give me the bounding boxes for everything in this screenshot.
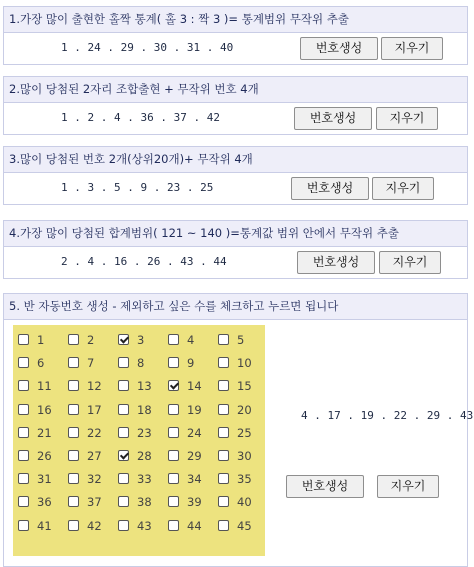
section-1-numbers: 1 . 24 . 29 . 30 . 31 . 40: [61, 41, 234, 54]
number-option-13[interactable]: [113, 377, 163, 397]
number-label-19: 19: [187, 402, 202, 417]
number-label-18: 18: [137, 402, 152, 417]
number-option-12[interactable]: [63, 377, 113, 397]
section-2-panel: [3, 76, 468, 135]
number-option-21[interactable]: [13, 424, 63, 444]
number-option-28[interactable]: [113, 447, 163, 467]
section-5-panel: [3, 293, 474, 567]
number-option-31[interactable]: [13, 470, 63, 490]
number-checkbox-6[interactable]: [18, 357, 29, 368]
number-option-22[interactable]: [63, 424, 113, 444]
number-label-12: 12: [87, 379, 102, 394]
number-checkbox-39[interactable]: [168, 496, 179, 507]
number-checkbox-16[interactable]: [18, 404, 29, 415]
number-label-13: 13: [137, 379, 152, 394]
number-label-23: 23: [137, 425, 152, 440]
section-2-generate-button[interactable]: 번호생성: [294, 107, 372, 130]
number-label-3: 3: [137, 333, 145, 347]
number-option-24[interactable]: [163, 424, 213, 444]
number-checkbox-33[interactable]: [118, 473, 129, 484]
number-checkbox-3[interactable]: [118, 334, 129, 345]
number-option-23[interactable]: [113, 424, 163, 444]
section-3-title: 3.많이 당첨된 번호 2개(상위20개)+ 무작위 4개: [4, 147, 467, 173]
number-label-24: 24: [187, 425, 202, 440]
number-label-40: 40: [237, 495, 252, 510]
number-checkbox-grid: [13, 325, 265, 556]
number-checkbox-45[interactable]: [218, 520, 229, 531]
section-5-title: 5. 반 자동번호 생성 - 제외하고 싶은 수를 체크하고 누르면 됩니다: [4, 294, 467, 320]
number-checkbox-13[interactable]: [118, 380, 129, 391]
number-label-11: 11: [37, 379, 52, 394]
number-label-26: 26: [37, 449, 52, 463]
number-checkbox-44[interactable]: [168, 520, 179, 531]
number-option-32[interactable]: [63, 470, 113, 490]
section-4-title: 4.가장 많이 당첨된 합계범위( 121 ~ 140 )=통계값 범위 안에서 무작위 추출: [4, 221, 467, 247]
number-label-25: 25: [237, 425, 252, 440]
number-option-44[interactable]: [163, 517, 213, 537]
number-label-27: 27: [87, 449, 102, 463]
number-checkbox-18[interactable]: [118, 404, 129, 415]
number-checkbox-20[interactable]: [218, 404, 229, 415]
number-checkbox-27[interactable]: [68, 450, 79, 461]
number-checkbox-5[interactable]: [218, 334, 229, 345]
section-4-numbers: 2 . 4 . 16 . 26 . 43 . 44: [61, 255, 227, 268]
number-checkbox-28[interactable]: [118, 450, 129, 461]
number-label-34: 34: [187, 472, 202, 487]
number-label-5: 5: [237, 333, 245, 347]
number-checkbox-10[interactable]: [218, 357, 229, 368]
number-label-14: 14: [187, 379, 202, 394]
number-checkbox-8[interactable]: [118, 357, 129, 368]
section-1-panel: [3, 6, 468, 65]
section-3-clear-button[interactable]: 지우기: [372, 177, 434, 200]
number-label-1: 1: [37, 333, 45, 347]
number-label-37: 37: [87, 495, 102, 510]
number-label-10: 10: [237, 356, 252, 371]
number-checkbox-42[interactable]: [68, 520, 79, 531]
number-option-35[interactable]: [213, 470, 263, 490]
number-option-39[interactable]: [163, 493, 213, 513]
number-label-32: 32: [87, 472, 102, 487]
number-label-15: 15: [237, 379, 252, 394]
number-option-6[interactable]: [13, 354, 63, 374]
number-checkbox-37[interactable]: [68, 496, 79, 507]
number-checkbox-7[interactable]: [68, 357, 79, 368]
section-4-panel: [3, 220, 468, 279]
section-5-numbers: 4 . 17 . 19 . 22 . 29 . 43: [301, 409, 474, 422]
section-3-panel: [3, 146, 468, 205]
number-checkbox-11[interactable]: [18, 380, 29, 391]
number-checkbox-40[interactable]: [218, 496, 229, 507]
number-option-15[interactable]: [213, 377, 263, 397]
number-checkbox-12[interactable]: [68, 380, 79, 391]
section-3-generate-button[interactable]: 번호생성: [291, 177, 369, 200]
number-label-29: 29: [187, 449, 202, 463]
number-label-30: 30: [237, 449, 252, 463]
number-label-38: 38: [137, 495, 152, 510]
number-checkbox-31[interactable]: [18, 473, 29, 484]
number-checkbox-1[interactable]: [18, 334, 29, 345]
number-label-44: 44: [187, 518, 202, 533]
section-2-title: 2.많이 당첨된 2자리 조합출현 + 무작위 번호 4개: [4, 77, 467, 103]
number-label-41: 41: [37, 518, 52, 533]
section-1-clear-button[interactable]: 지우기: [381, 37, 443, 60]
section-5-clear-button[interactable]: 지우기: [377, 475, 439, 498]
number-label-35: 35: [237, 472, 252, 487]
number-checkbox-9[interactable]: [168, 357, 179, 368]
number-option-41[interactable]: [13, 517, 63, 537]
number-checkbox-26[interactable]: [18, 450, 29, 461]
number-label-21: 21: [37, 425, 52, 440]
number-checkbox-38[interactable]: [118, 496, 129, 507]
number-checkbox-22[interactable]: [68, 427, 79, 438]
number-option-8[interactable]: [113, 354, 163, 374]
number-label-22: 22: [87, 425, 102, 440]
number-label-17: 17: [87, 402, 102, 417]
number-checkbox-25[interactable]: [218, 427, 229, 438]
number-option-37[interactable]: [63, 493, 113, 513]
section-1-generate-button[interactable]: 번호생성: [300, 37, 378, 60]
number-option-42[interactable]: [63, 517, 113, 537]
number-label-45: 45: [237, 518, 252, 533]
number-label-42: 42: [87, 518, 102, 533]
number-checkbox-15[interactable]: [218, 380, 229, 391]
number-checkbox-36[interactable]: [18, 496, 29, 507]
section-2-clear-button[interactable]: 지우기: [376, 107, 438, 130]
number-option-18[interactable]: [113, 401, 163, 421]
number-option-30[interactable]: [213, 447, 263, 467]
number-option-17[interactable]: [63, 401, 113, 421]
number-label-4: 4: [187, 333, 195, 347]
number-label-33: 33: [137, 472, 152, 487]
number-option-3[interactable]: [113, 331, 163, 351]
section-2-numbers: 1 . 2 . 4 . 36 . 37 . 42: [61, 111, 220, 124]
number-option-34[interactable]: [163, 470, 213, 490]
number-checkbox-21[interactable]: [18, 427, 29, 438]
number-checkbox-4[interactable]: [168, 334, 179, 345]
number-option-45[interactable]: [213, 517, 263, 537]
section-4-clear-button[interactable]: 지우기: [379, 251, 441, 274]
number-option-25[interactable]: [213, 424, 263, 444]
number-option-20[interactable]: [213, 401, 263, 421]
number-label-8: 8: [137, 356, 145, 371]
section-1-title: 1.가장 많이 출현한 홀짝 통계( 홀 3 : 짝 3 )= 통계범위 무작위 추출: [4, 7, 467, 33]
number-option-14[interactable]: [163, 377, 213, 397]
number-label-31: 31: [37, 472, 52, 487]
number-checkbox-17[interactable]: [68, 404, 79, 415]
number-option-33[interactable]: [113, 470, 163, 490]
number-option-11[interactable]: [13, 377, 63, 397]
number-checkbox-29[interactable]: [168, 450, 179, 461]
number-checkbox-14[interactable]: [168, 380, 179, 391]
number-option-38[interactable]: [113, 493, 163, 513]
number-checkbox-24[interactable]: [168, 427, 179, 438]
number-option-29[interactable]: [163, 447, 213, 467]
number-checkbox-19[interactable]: [168, 404, 179, 415]
number-option-43[interactable]: [113, 517, 163, 537]
number-label-7: 7: [87, 356, 95, 371]
number-option-7[interactable]: [63, 354, 113, 374]
number-label-2: 2: [87, 333, 95, 347]
number-label-39: 39: [187, 495, 202, 510]
number-checkbox-34[interactable]: [168, 473, 179, 484]
number-option-2[interactable]: [63, 331, 113, 351]
number-checkbox-32[interactable]: [68, 473, 79, 484]
number-label-16: 16: [37, 402, 52, 417]
number-option-10[interactable]: [213, 354, 263, 374]
number-label-20: 20: [237, 402, 252, 417]
number-checkbox-30[interactable]: [218, 450, 229, 461]
number-option-26[interactable]: [13, 447, 63, 467]
number-option-16[interactable]: [13, 401, 63, 421]
section-5-generate-button[interactable]: 번호생성: [286, 475, 364, 498]
number-option-1[interactable]: [13, 331, 63, 351]
number-checkbox-35[interactable]: [218, 473, 229, 484]
number-option-5[interactable]: [213, 331, 263, 351]
number-option-4[interactable]: [163, 331, 213, 351]
number-label-43: 43: [137, 518, 152, 533]
number-option-36[interactable]: [13, 493, 63, 513]
number-checkbox-23[interactable]: [118, 427, 129, 438]
number-checkbox-2[interactable]: [68, 334, 79, 345]
number-checkbox-41[interactable]: [18, 520, 29, 531]
number-label-28: 28: [137, 449, 152, 463]
number-label-9: 9: [187, 356, 195, 371]
number-option-9[interactable]: [163, 354, 213, 374]
number-option-19[interactable]: [163, 401, 213, 421]
number-option-40[interactable]: [213, 493, 263, 513]
number-option-27[interactable]: [63, 447, 113, 467]
number-checkbox-43[interactable]: [118, 520, 129, 531]
number-label-36: 36: [37, 495, 52, 510]
section-4-generate-button[interactable]: 번호생성: [297, 251, 375, 274]
section-3-numbers: 1 . 3 . 5 . 9 . 23 . 25: [61, 181, 214, 194]
number-label-6: 6: [37, 356, 45, 371]
